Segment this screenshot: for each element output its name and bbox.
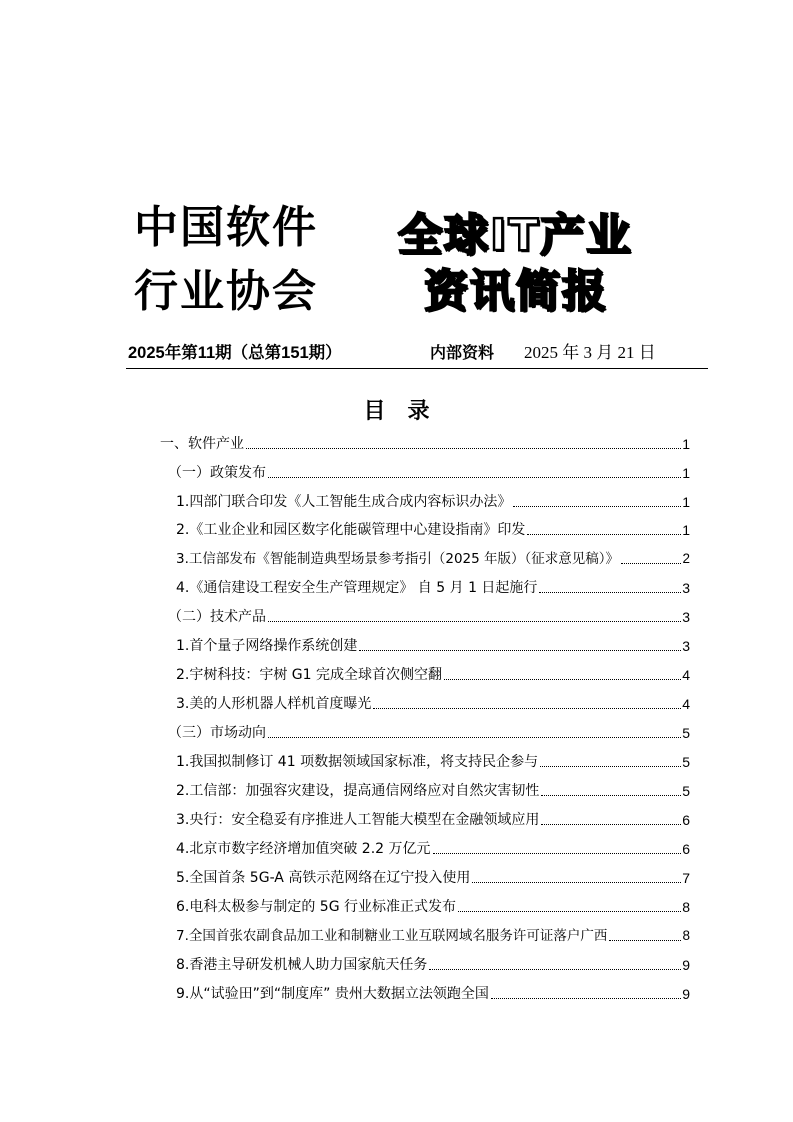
toc-entry-page: 7 — [682, 870, 690, 886]
toc-entry-label: （二）技术产品 — [168, 609, 266, 625]
toc-dot-leader — [458, 911, 681, 912]
toc-entry-page: 6 — [682, 812, 690, 828]
toc-entry-label: 6.电科太极参与制定的 5G 行业标准正式发布 — [176, 899, 457, 915]
org-name-line2: 行业协会 — [134, 266, 318, 317]
toc-entry-page: 9 — [682, 986, 690, 1002]
toc-dot-leader — [268, 621, 681, 622]
toc-entry-label: 3.美的人形机器人样机首度曝光 — [176, 696, 372, 712]
toc-entry-page: 1 — [682, 436, 690, 452]
toc-entry-label: 4.北京市数字经济增加值突破 2.2 万亿元 — [176, 841, 431, 857]
toc-entry-label: （三）市场动向 — [168, 725, 266, 741]
toc-entry[interactable] — [176, 781, 690, 801]
toc-entry-label: 一、软件产业 — [160, 436, 244, 452]
toc-dot-leader — [609, 940, 681, 941]
toc-entry-page: 5 — [682, 783, 690, 799]
toc-dot-leader — [541, 824, 681, 825]
toc-entry[interactable] — [176, 868, 690, 888]
toc-entry[interactable] — [176, 549, 690, 569]
toc-entry-label: 2.工信部：加强容灾建设，提高通信网络应对自然灾害韧性 — [176, 783, 540, 799]
toc-entry-label: （一）政策发布 — [168, 465, 266, 481]
toc-entry[interactable] — [168, 723, 690, 743]
toc-entry-page: 3 — [682, 580, 690, 596]
toc-entry-label: 9.从“试验田”到“制度库” 贵州大数据立法领跑全国 — [176, 986, 489, 1002]
toc-entry-page: 5 — [682, 754, 690, 770]
toc-entry-label: 8.香港主导研发机械人助力国家航天任务 — [176, 957, 428, 973]
toc-entry[interactable] — [176, 636, 690, 656]
toc-entry-label: 7.全国首张农副食品加工业和制糖业工业互联网域名服务许可证落户广西 — [176, 928, 608, 944]
toc-dot-leader — [268, 477, 681, 478]
toc-entry-page: 3 — [682, 609, 690, 625]
toc-entry[interactable] — [176, 752, 690, 772]
toc-dot-leader — [268, 737, 681, 738]
toc-entry-label: 4.《通信建设工程安全生产管理规定》 自 5 月 1 日起施行 — [176, 580, 538, 596]
toc-dot-leader — [539, 592, 681, 593]
toc-entry[interactable] — [168, 607, 690, 627]
bulletin-title-line2: 资讯简报 — [424, 266, 608, 317]
toc-entry-page: 2 — [682, 551, 690, 566]
toc-dot-leader — [491, 998, 681, 999]
toc-entry-page: 1 — [682, 465, 690, 481]
org-name-line1: 中国软件 — [134, 202, 318, 253]
toc-dot-leader — [373, 708, 681, 709]
toc-entry-page: 4 — [682, 667, 690, 683]
toc-dot-leader — [246, 448, 681, 449]
toc-dot-leader — [541, 795, 681, 796]
internal-label: 内部资料 — [430, 343, 495, 362]
toc-dot-leader — [429, 969, 681, 970]
toc-entry-page: 3 — [682, 638, 690, 654]
toc-entry-label: 2.宇树科技：宇树 G1 完成全球首次侧空翻 — [176, 667, 443, 683]
toc-entry[interactable] — [176, 984, 690, 1004]
toc-entry-page: 8 — [682, 899, 690, 915]
toc-dot-leader — [359, 650, 681, 651]
toc-entry-label: 3.央行：安全稳妥有序推进人工智能大模型在金融领域应用 — [176, 812, 540, 828]
toc-dot-leader — [444, 679, 681, 680]
toc-entry[interactable] — [160, 434, 690, 454]
toc-entry-page: 8 — [682, 928, 690, 943]
toc-entry-page: 4 — [682, 696, 690, 712]
toc-entry-page: 6 — [682, 841, 690, 857]
toc-entry[interactable] — [176, 694, 690, 714]
toc-dot-leader — [433, 853, 682, 854]
toc-entry[interactable] — [176, 665, 690, 685]
toc-entry[interactable] — [176, 492, 690, 512]
toc-entry-label: 1.首个量子网络操作系统创建 — [176, 638, 358, 654]
toc-entry[interactable] — [176, 520, 690, 540]
toc-entry[interactable] — [176, 955, 690, 975]
toc-dot-leader — [472, 882, 681, 883]
toc-entry-label: 1.我国拟制修订 41 项数据领域国家标准，将支持民企参与 — [176, 754, 539, 770]
toc-entry[interactable] — [176, 926, 690, 946]
header-divider — [126, 368, 708, 369]
toc-title: 目录 — [363, 398, 452, 424]
toc-entry-label: 2.《工业企业和园区数字化能碳管理中心建设指南》印发 — [176, 522, 526, 538]
toc-entry-label: 5.全国首条 5G-A 高铁示范网络在辽宁投入使用 — [176, 870, 471, 886]
issue-info-row — [128, 341, 708, 365]
toc-dot-leader — [540, 766, 681, 767]
toc-entry[interactable] — [176, 578, 690, 598]
issue-date: 2025 年 3 月 21 日 — [524, 343, 656, 362]
toc-entry-page: 9 — [682, 957, 690, 973]
bulletin-title-line1: 全球IT产业 — [398, 210, 633, 261]
toc-dot-leader — [621, 563, 681, 564]
toc-entry[interactable] — [176, 839, 690, 859]
toc-dot-leader — [513, 506, 681, 507]
toc-entry-page: 5 — [682, 725, 690, 741]
toc-entry[interactable] — [176, 810, 690, 830]
toc-entry[interactable] — [168, 463, 690, 483]
toc-dot-leader — [527, 534, 681, 535]
issue-number: 2025年第11期（总第151期） — [128, 344, 342, 362]
toc-entry-label: 1.四部门联合印发《人工智能生成合成内容标识办法》 — [176, 494, 512, 510]
toc-entry-label: 3.工信部发布《智能制造典型场景参考指引（2025 年版）（征求意见稿）》 — [176, 551, 620, 567]
toc-entry[interactable] — [176, 897, 690, 917]
toc-entry-page: 1 — [682, 522, 690, 538]
toc-entry-page: 1 — [682, 494, 690, 510]
